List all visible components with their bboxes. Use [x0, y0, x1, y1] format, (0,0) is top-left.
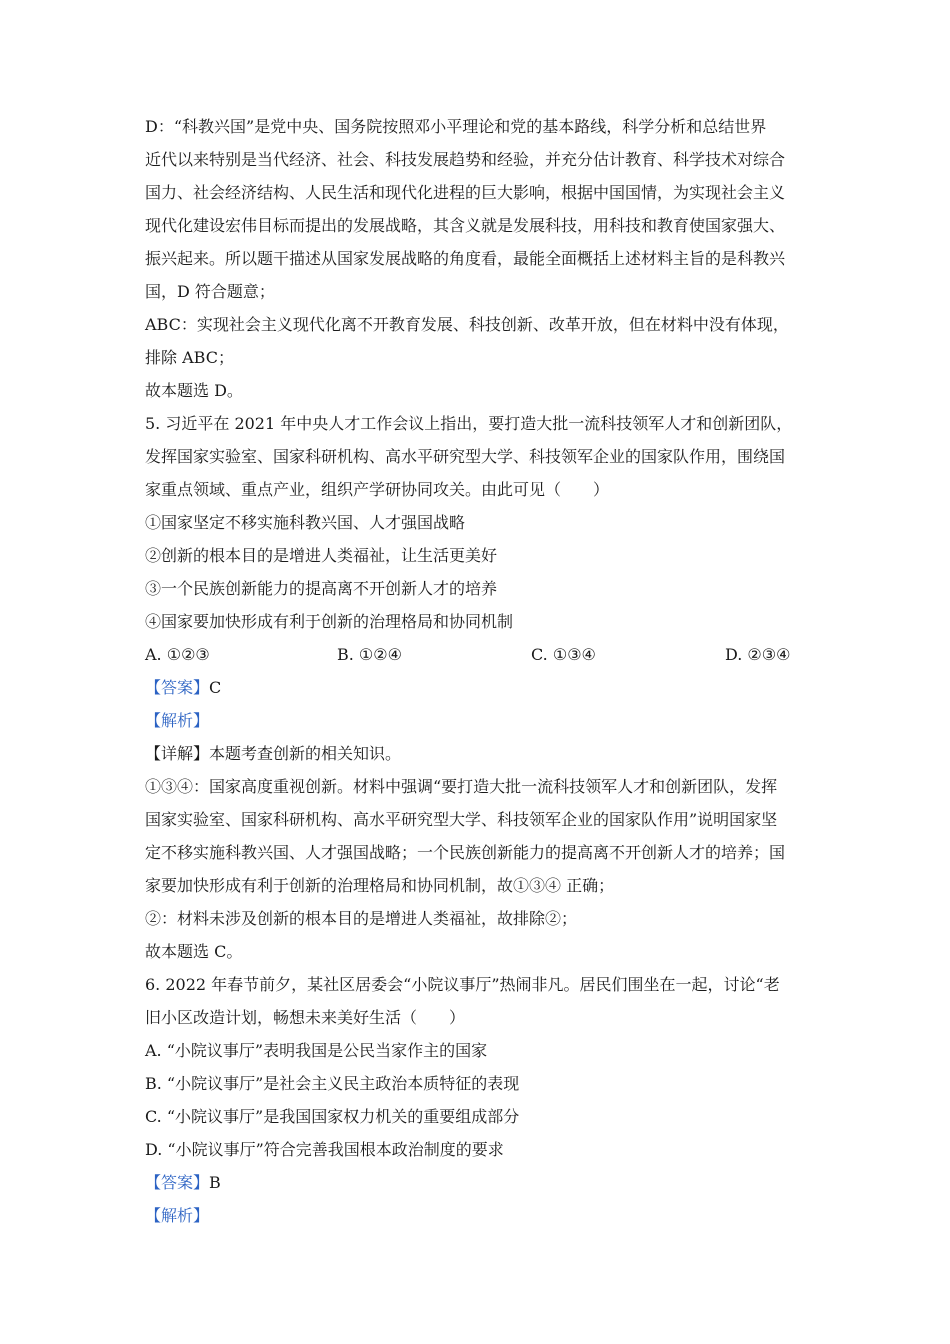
q5-conclusion: 故本题选 C。: [145, 942, 243, 961]
q4-explanation-line: D：“科教兴国”是党中央、国务院按照邓小平理论和党的基本路线，科学分析和总结世界: [145, 117, 767, 136]
q4-conclusion: 故本题选 D。: [145, 381, 243, 400]
q5-explanation-line: 定不移实施科教兴国、人才强国战略；一个民族创新能力的提高离不开创新人才的培养；国: [145, 843, 786, 862]
answer-value: C: [209, 678, 222, 697]
q6-option-c: C. “小院议事厅”是我国国家权力机关的重要组成部分: [145, 1107, 520, 1126]
q5-explanation-line: ①③④：国家高度重视创新。材料中强调“要打造大批一流科技领军人才和创新团队，发挥: [145, 777, 778, 796]
q5-statement-3: ③一个民族创新能力的提高离不开创新人才的培养: [145, 579, 498, 598]
q5-statement-2: ②创新的根本目的是增进人类福祉，让生活更美好: [145, 546, 498, 565]
q5-option-a: A. ①②③: [145, 645, 210, 664]
q6-stem-line: 6. 2022 年春节前夕，某社区居委会“小院议事厅”热闹非凡。居民们围坐在一起，讨论“老: [145, 975, 780, 994]
q4-explanation-line: 近代以来特别是当代经济、社会、科技发展趋势和经验，并充分估计教育、科学技术对综合: [145, 150, 786, 169]
q5-detail: [145, 744, 401, 764]
analysis-tag: 【解析】: [145, 711, 210, 730]
q5-stem-line: 家重点领域、重点产业，组织产学研协同攻关。由此可见（ ）: [145, 480, 610, 499]
q5-option-c: C. ①③④: [531, 645, 596, 664]
q4-explanation-line: 国力、社会经济结构、人民生活和现代化进程的巨大影响，根据中国国情，为实现社会主义: [145, 183, 786, 202]
q5-statement-4: ④国家要加快形成有利于创新的治理格局和协同机制: [145, 612, 514, 631]
detail-intro: 本题考查创新的相关知识。: [209, 744, 402, 763]
q5-analysis-heading: [145, 711, 209, 731]
answer-tag: 【答案】: [145, 678, 210, 697]
answer-value: B: [209, 1173, 221, 1192]
q5-explanation-line: 家要加快形成有利于创新的治理格局和协同机制，故①③④ 正确；: [145, 876, 615, 895]
analysis-tag: 【解析】: [145, 1206, 210, 1225]
q6-stem-line: 旧小区改造计划，畅想未来美好生活（ ）: [145, 1008, 466, 1027]
q4-explanation-line: 振兴起来。所以题干描述从国家发展战略的角度看，最能全面概括上述材料主旨的是科教兴: [145, 249, 786, 268]
q4-explanation-line: 排除 ABC；: [145, 348, 234, 367]
q5-stem-line: 发挥国家实验室、国家科研机构、高水平研究型大学、科技领军企业的国家队作用，围绕国: [145, 447, 786, 466]
q5-statement-1: ①国家坚定不移实施科教兴国、人才强国战略: [145, 513, 466, 532]
q5-option-d: D. ②③④: [725, 645, 791, 664]
q6-option-d: D. “小院议事厅”符合完善我国根本政治制度的要求: [145, 1140, 504, 1159]
q6-answer: [145, 1173, 221, 1193]
q4-explanation-line: 现代化建设宏伟目标而提出的发展战略，其含义就是发展科技，用科技和教育使国家强大、: [145, 216, 786, 235]
detail-tag: 【详解】: [145, 744, 210, 763]
q5-answer: [145, 678, 221, 698]
q5-stem-line: 5. 习近平在 2021 年中央人才工作会议上指出，要打造大批一流科技领军人才和创新团队，: [145, 414, 793, 433]
q4-explanation-line: 国，D 符合题意；: [145, 282, 275, 301]
q6-analysis-heading: [145, 1206, 209, 1226]
q4-explanation-line: ABC：实现社会主义现代化离不开教育发展、科技创新、改革开放，但在材料中没有体现，: [145, 315, 789, 334]
q6-option-b: B. “小院议事厅”是社会主义民主政治本质特征的表现: [145, 1074, 520, 1093]
answer-tag: 【答案】: [145, 1173, 210, 1192]
q5-explanation-line: 国家实验室、国家科研机构、高水平研究型大学、科技领军企业的国家队作用”说明国家坚: [145, 810, 778, 829]
q6-option-a: A. “小院议事厅”表明我国是公民当家作主的国家: [145, 1041, 488, 1060]
q5-explanation-line: ②：材料未涉及创新的根本目的是增进人类福祉，故排除②；: [145, 909, 578, 928]
q5-option-b: B. ①②④: [337, 645, 402, 664]
